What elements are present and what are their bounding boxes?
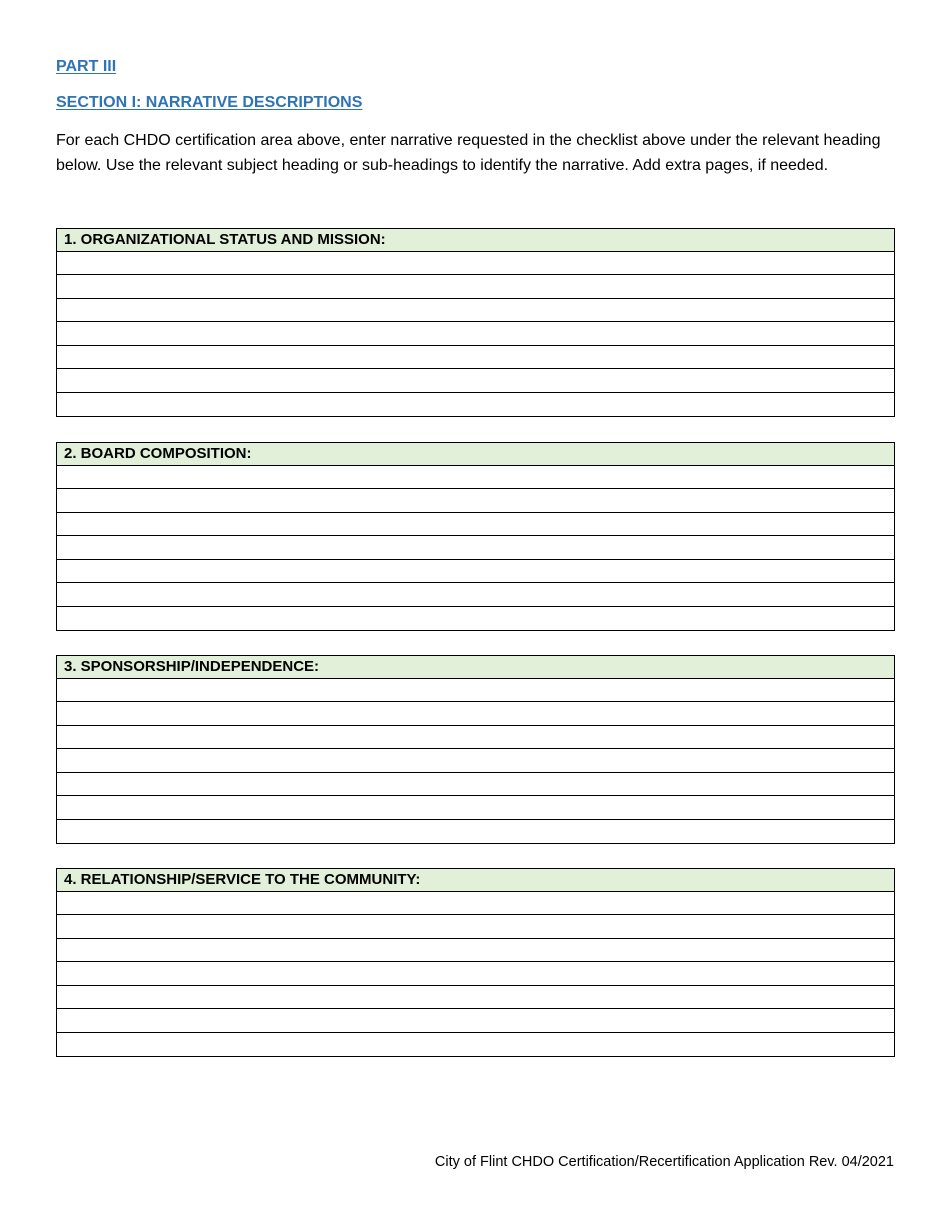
narrative-line[interactable] xyxy=(57,679,894,703)
narrative-line[interactable] xyxy=(57,275,894,299)
narrative-line[interactable] xyxy=(57,1009,894,1033)
narrative-line[interactable] xyxy=(57,252,894,276)
narrative-line[interactable] xyxy=(57,607,894,631)
narrative-line[interactable] xyxy=(57,560,894,584)
narrative-line[interactable] xyxy=(57,796,894,820)
narrative-line[interactable] xyxy=(57,939,894,963)
narrative-line[interactable] xyxy=(57,726,894,750)
part-title: PART III xyxy=(56,58,117,75)
narrative-box-heading: 3. SPONSORSHIP/INDEPENDENCE: xyxy=(57,656,894,679)
narrative-line[interactable] xyxy=(57,346,894,370)
page-footer: City of Flint CHDO Certification/Recertification Application Rev. 04/2021 xyxy=(434,1154,894,1170)
narrative-line[interactable] xyxy=(57,749,894,773)
narrative-line[interactable] xyxy=(57,489,894,513)
narrative-line[interactable] xyxy=(57,466,894,490)
narrative-box-heading: 4. RELATIONSHIP/SERVICE TO THE COMMUNITY: xyxy=(57,869,894,892)
narrative-box-sponsorship-independence xyxy=(56,655,895,844)
narrative-line[interactable] xyxy=(57,513,894,537)
section-title: SECTION I: NARRATIVE DESCRIPTIONS xyxy=(56,94,363,111)
narrative-line[interactable] xyxy=(57,702,894,726)
narrative-box-community-relationship xyxy=(56,868,895,1057)
narrative-line[interactable] xyxy=(57,393,894,417)
narrative-line[interactable] xyxy=(57,962,894,986)
narrative-line[interactable] xyxy=(57,892,894,916)
narrative-line[interactable] xyxy=(57,536,894,560)
intro-paragraph: For each CHDO certification area above, enter narrative requested in the checklist above under the relevant heading below. Use the relevant subject heading or sub-headings to identify the narrative. Add extra pages, if needed. xyxy=(56,132,881,174)
narrative-line[interactable] xyxy=(57,583,894,607)
narrative-box-board-composition xyxy=(56,442,895,631)
narrative-line[interactable] xyxy=(57,773,894,797)
narrative-box-heading: 2. BOARD COMPOSITION: xyxy=(57,443,894,466)
narrative-line[interactable] xyxy=(57,299,894,323)
narrative-line[interactable] xyxy=(57,820,894,844)
narrative-box-heading: 1. ORGANIZATIONAL STATUS AND MISSION: xyxy=(57,229,894,252)
narrative-line[interactable] xyxy=(57,1033,894,1057)
narrative-line[interactable] xyxy=(57,322,894,346)
narrative-line[interactable] xyxy=(57,915,894,939)
narrative-line[interactable] xyxy=(57,369,894,393)
narrative-box-organizational-status xyxy=(56,228,895,417)
narrative-line[interactable] xyxy=(57,986,894,1010)
